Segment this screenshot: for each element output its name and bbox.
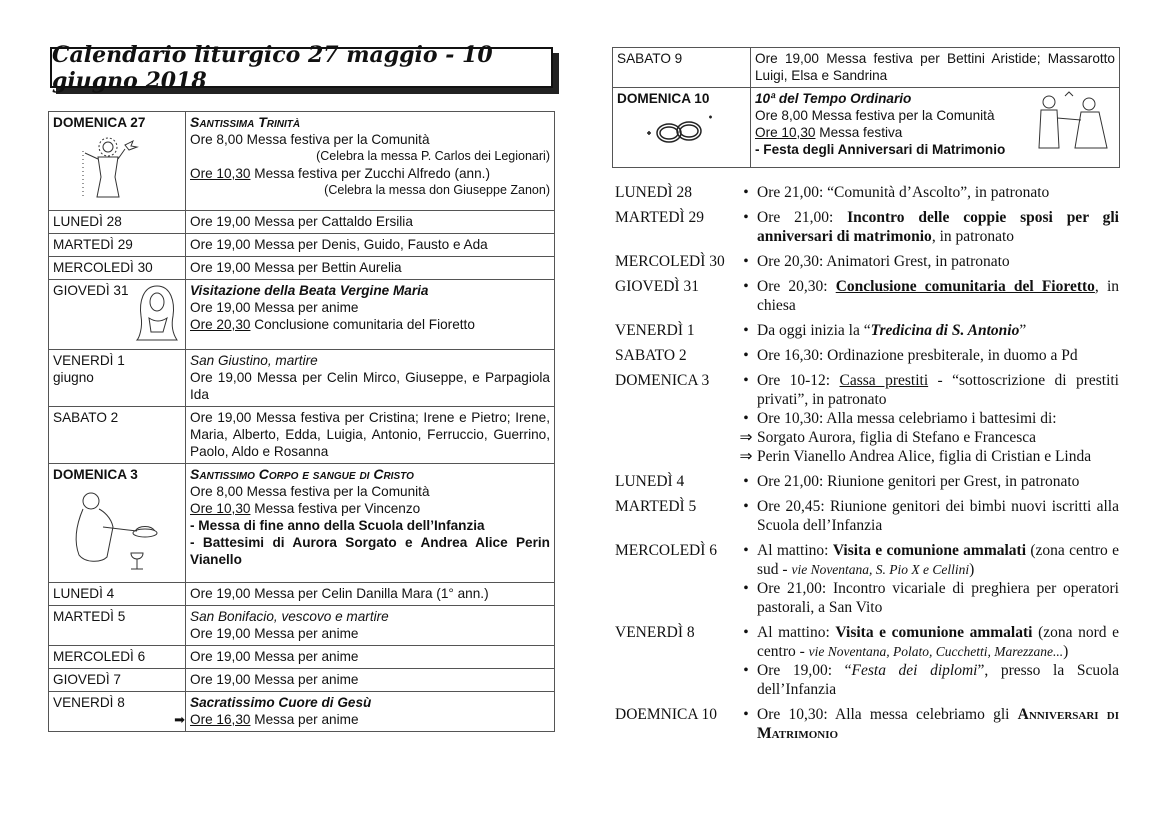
note-line: (Celebra la messa P. Carlos dei Legionari) (316, 149, 550, 163)
bullet-icon: • (743, 278, 749, 295)
event-sabato-2 (615, 346, 1119, 365)
day-label: GIOVEDÌ 31 (53, 283, 129, 298)
bullet-icon: • (743, 410, 749, 427)
mass-line: Ore 8,00 Messa festiva per la Comunità (190, 484, 430, 499)
feast-title: 10ª del Tempo Ordinario (755, 91, 912, 106)
mass-line: Ore 19,00 Messa per anime (190, 626, 359, 641)
bullet-icon: • (743, 624, 749, 641)
title-banner (50, 41, 553, 94)
left-calendar-table (48, 111, 555, 732)
double-arrow-icon: ⇒ (739, 429, 753, 446)
event-text: Ore 21,00: Riunione genitori per Grest, in patronato (757, 473, 1080, 490)
day-label: LUNEDÌ 28 (49, 211, 186, 234)
mass-line: - Messa di fine anno della Scuola dell’Infanzia (190, 518, 485, 533)
mass-line: Ore 19,00 Messa per Denis, Guido, Fausto e Ada (186, 234, 555, 257)
day-label: SABATO 9 (613, 48, 751, 88)
bullet-icon: • (743, 542, 749, 559)
day-label: VENERDÌ 8 (53, 695, 125, 710)
event-text: Ore 10-12: Cassa prestiti - “sottoscrizione di prestiti privati”, in patronato (757, 372, 1119, 408)
bullet-icon: • (743, 372, 749, 389)
event-day: LUNEDÌ 28 (615, 184, 693, 201)
event-domenica-10 (615, 705, 1119, 743)
mass-line: Ore 19,00 Messa per Bettin Aurelia (186, 257, 555, 280)
row-lunedi-4 (49, 583, 555, 606)
row-venerdi-8 (49, 692, 555, 732)
mass-line: Ore 19,00 Messa per anime (190, 300, 359, 315)
row-sabato-9 (613, 48, 1120, 88)
mass-line: Ore 10,30 Messa festiva per Zucchi Alfredo (ann.) (190, 166, 490, 181)
feast-title: Santissimo Corpo e sangue di Cristo (190, 466, 414, 482)
bullet-icon: • (743, 498, 749, 515)
row-martedi-5 (49, 606, 555, 646)
event-martedi-29 (615, 208, 1119, 246)
event-text: Ore 10,30: Alla messa celebriamo gli Anniversari di Matrimonio (757, 706, 1119, 742)
bullet-icon: • (743, 662, 749, 679)
event-lunedi-28 (615, 183, 1119, 202)
event-mercoledi-30 (615, 252, 1119, 271)
event-venerdi-1 (615, 321, 1119, 340)
double-arrow-icon: ⇒ (739, 448, 753, 465)
event-day: MERCOLEDÌ 30 (615, 253, 725, 270)
event-text: Ore 16,30: Ordinazione presbiterale, in duomo a Pd (757, 347, 1078, 364)
mass-line: Ore 8,00 Messa festiva per la Comunità (755, 108, 995, 123)
event-day: GIOVEDÌ 31 (615, 278, 699, 295)
event-day: DOEMNICA 10 (615, 706, 718, 723)
event-lunedi-4 (615, 472, 1119, 491)
page-title: Calendario liturgico 27 maggio - 10 giugno 2018 (50, 47, 553, 88)
row-lunedi-28 (49, 211, 555, 234)
event-text: Ore 20,30: Conclusione comunitaria del Fioretto, in chiesa (757, 278, 1119, 314)
event-venerdi-8 (615, 623, 1119, 699)
feast-title: Visitazione della Beata Vergine Maria (190, 283, 429, 298)
trinity-illustration-icon (53, 135, 163, 205)
event-text: Ore 21,00: Incontro vicariale di preghiera per operatori pastorali, a San Vito (757, 580, 1119, 616)
event-text: Ore 10,30: Alla messa celebriamo i battesimi di: (757, 410, 1057, 427)
mass-line: Ore 19,00 Messa per Cattaldo Ersilia (186, 211, 555, 234)
bullet-icon: • (743, 473, 749, 490)
event-text: Al mattino: Visita e comunione ammalati (zona nord e centro - vie Noventana, Polato, Cucchetti, Marezzane...) (757, 624, 1120, 660)
feast-title: San Bonifacio, vescovo e martire (190, 609, 389, 624)
mass-line: Ore 16,30 Messa per anime (190, 712, 359, 727)
day-label: LUNEDÌ 4 (49, 583, 186, 606)
corpus-domini-illustration-icon (53, 487, 173, 577)
bullet-icon: • (743, 209, 749, 226)
event-day: LUNEDÌ 4 (615, 473, 685, 490)
mass-line: Ore 19,00 Messa per anime (186, 669, 555, 692)
mass-line: Ore 19,00 Messa per Celin Danilla Mara (1° ann.) (186, 583, 555, 606)
bullet-icon: • (743, 580, 749, 597)
row-domenica-10 (613, 88, 1120, 168)
feast-title: Sacratissimo Cuore di Gesù (190, 695, 372, 710)
event-martedi-5 (615, 497, 1119, 535)
event-text: Sorgato Aurora, figlia di Stefano e Francesca (757, 429, 1037, 446)
event-text: Ore 21,00: “Comunità d’Ascolto”, in patronato (757, 184, 1050, 201)
event-text: Al mattino: Visita e comunione ammalati (zona centro e sud - vie Noventana, S. Pio X e Cellini) (757, 542, 1119, 578)
mass-line: Ore 10,30 Messa festiva per Vincenzo (190, 501, 421, 516)
mass-line: Ore 19,00 Messa per Celin Mirco, Giuseppe, e Parpagiola Ida (190, 370, 550, 402)
day-label: DOMENICA 10 (617, 91, 710, 106)
virgin-mary-illustration-icon (133, 282, 181, 342)
row-martedi-29 (49, 234, 555, 257)
event-mercoledi-6 (615, 541, 1119, 617)
bullet-icon: • (743, 347, 749, 364)
mass-line: Ore 10,30 Messa festiva (755, 125, 903, 140)
event-text: Perin Vianello Andrea Alice, figlia di Cristian e Linda (757, 448, 1092, 465)
event-day: DOMENICA 3 (615, 372, 710, 389)
feast-title: San Giustino, martire (190, 353, 318, 368)
bullet-icon: • (743, 184, 749, 201)
wedding-rings-icon (617, 111, 727, 151)
bullet-icon: • (743, 706, 749, 723)
event-domenica-3 (615, 371, 1119, 466)
event-text: Da oggi inizia la “Tredicina di S. Antonio” (757, 322, 1027, 339)
event-text: Ore 21,00: Incontro delle coppie sposi per gli anniversari di matrimonio, in patronato (757, 209, 1119, 245)
event-day: MARTEDÌ 5 (615, 498, 697, 515)
day-label: GIOVEDÌ 7 (49, 669, 186, 692)
event-day: VENERDÌ 8 (615, 624, 695, 641)
right-calendar-table (612, 47, 1120, 168)
event-day: MARTEDÌ 29 (615, 209, 705, 226)
day-label: MERCOLEDÌ 30 (49, 257, 186, 280)
month-label: giugno (53, 370, 94, 385)
mass-line: Ore 8,00 Messa festiva per la Comunità (190, 132, 430, 147)
bullet-icon: • (743, 322, 749, 339)
mass-line: - Battesimi di Aurora Sorgato e Andrea Alice Perin Vianello (190, 535, 550, 567)
mass-line: Ore 19,00 Messa festiva per Cristina; Irene e Pietro; Irene, Maria, Alberto, Edda, Luigia, Antonio, Ferruccio, Guerrino, Paolo, Aldo e Rosanna (186, 407, 555, 464)
bullet-icon: • (743, 253, 749, 270)
row-mercoledi-6 (49, 646, 555, 669)
row-mercoledi-30 (49, 257, 555, 280)
day-label: MARTEDÌ 29 (49, 234, 186, 257)
row-venerdi-1 (49, 350, 555, 407)
note-line: (Celebra la messa don Giuseppe Zanon) (324, 183, 550, 197)
row-domenica-27 (49, 112, 555, 211)
event-text: Ore 19,00: “Festa dei diplomi”, presso la Scuola dell’Infanzia (757, 662, 1120, 698)
event-giovedi-31 (615, 277, 1119, 315)
wedding-couple-illustration-icon (1027, 90, 1115, 152)
row-giovedi-7 (49, 669, 555, 692)
day-label: DOMENICA 3 (53, 467, 138, 482)
row-sabato-2 (49, 407, 555, 464)
event-text: Ore 20,30: Animatori Grest, in patronato (757, 253, 1010, 270)
event-day: MERCOLEDÌ 6 (615, 542, 718, 559)
event-day: SABATO 2 (615, 347, 687, 364)
day-label: SABATO 2 (49, 407, 186, 464)
row-giovedi-31 (49, 280, 555, 350)
row-domenica-3 (49, 464, 555, 583)
events-list (615, 183, 1119, 749)
feast-title: Santissima Trinità (190, 114, 301, 130)
event-day: VENERDÌ 1 (615, 322, 695, 339)
mass-line: Ore 20,30 Conclusione comunitaria del Fioretto (190, 317, 475, 332)
event-text: Ore 20,45: Riunione genitori dei bimbi nuovi iscritti alla Scuola dell’Infanzia (757, 498, 1119, 534)
mass-line: - Festa degli Anniversari di Matrimonio (755, 142, 1006, 157)
day-label: DOMENICA 27 (53, 115, 146, 130)
mass-line: Ore 19,00 Messa per anime (186, 646, 555, 669)
mass-line: Ore 19,00 Messa festiva per Bettini Aristide; Massarotto Luigi, Elsa e Sandrina (751, 48, 1120, 88)
day-label: VENERDÌ 1 (53, 353, 125, 368)
day-label: MERCOLEDÌ 6 (49, 646, 186, 669)
day-label: MARTEDÌ 5 (49, 606, 186, 646)
arrow-right-icon: ➡ (174, 712, 185, 727)
